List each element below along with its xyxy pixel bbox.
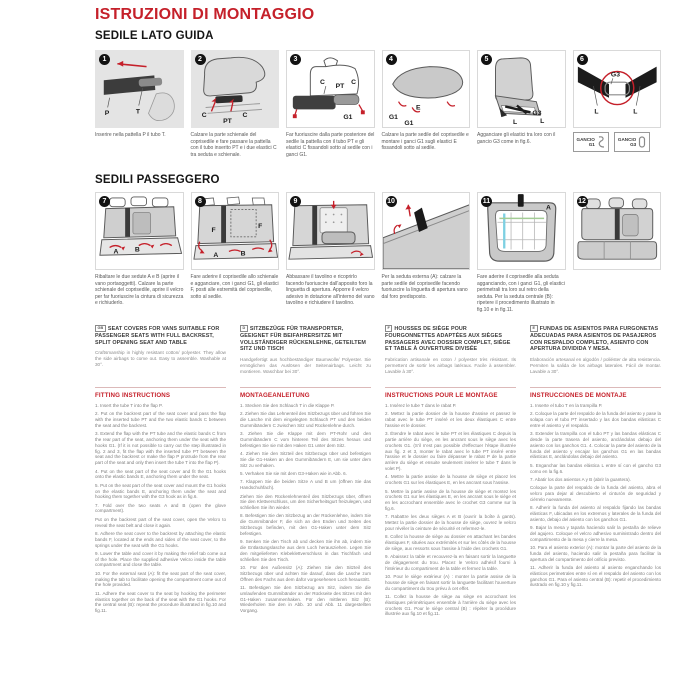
step-1-caption: Inserire nella pattella P il tubo T. <box>95 132 166 138</box>
svg-text:L: L <box>540 118 545 126</box>
lang-en-body: Craftsmanship in highly resistant cotton/ polyester. They allow the side airbags to come out. Easy to assemble. Washable at 30°. <box>95 350 226 368</box>
step-2-caption: Calzare la parte schienale del coprisedile e fare passare la pattella con il tubo inserito PT e i due elastici C tra seduta e schienale. <box>190 132 277 158</box>
lang-block-es <box>530 325 661 375</box>
svg-text:L: L <box>632 108 637 116</box>
step-5-figure <box>477 50 566 128</box>
instructions-en-title: FITTING INSTRUCTIONS <box>95 391 171 399</box>
step-1-figure <box>95 50 184 128</box>
hook-g3-icon <box>638 136 646 148</box>
lang-de-flag-icon: D <box>240 325 248 332</box>
page-title: ISTRUZIONI DI MONTAGGIO <box>95 6 315 23</box>
instruction-paragraph: 9. Abaissez la table et recouvrez-la en faisant sortir la languette de dégagement du trou. Placez le Velcro adhésif fourni à l'intérieur du compartiment de la table et fermez la table. <box>385 554 516 571</box>
instruction-paragraph: 11. Befestigen Sie den Sitzbezug am Sitz, indem Sie die umlaufenden Gummibänder an der Rückseite des Sitzes mit den G1-Haken zusammenhaken. Für den mittleren Sitz (B): Wiederholen Sie den in Abb. 10 und Abb. 11 dargestellten Vorgang. <box>240 584 371 614</box>
lang-block-fr <box>385 325 516 375</box>
instruction-paragraph: 4. Put on the seat part of the seat cover and fit the G1 hooks onto the elastic bands E, anchoring them under the seat. <box>95 468 226 480</box>
instructions-en-list <box>95 403 226 614</box>
instruction-paragraph: 7. Fold over the two seats A and B (open the glove compartment). <box>95 502 226 514</box>
instructions-fr-list <box>385 403 516 617</box>
step-10-badge: 10 <box>387 198 395 205</box>
svg-text:F: F <box>257 223 262 231</box>
lang-fr-body: Fabrication artisanale en coton / polyester très résistant. Ils permettent de sortir les airbags latéraux. Facile à assembler. Lavable à 30°. <box>385 357 516 375</box>
step-4-figure <box>382 50 471 128</box>
instruction-paragraph: 7. Rabattre les deux sièges A et B (ouvrir la boîte à gants). Mettez la partie dossier de la housse de siège, ouvrez le velcro pour révéler la ceinture de sécurité et refermez-le. <box>385 514 516 531</box>
step-11-caption: Fare aderire il coprisedile alla seduta agganciando, con i ganci G1, gli elastici perimetrali tra loro sul retro della seduta. Per la seduta centrale (B): ripetere il procedimento illustrato in fig.10 e in fig.11. <box>477 274 565 313</box>
instruction-paragraph: 2. Put on the backrest part of the seat cover and pass the flap with the inserted tube PT and the two elastic bands C between the seat and the backrest. <box>95 411 226 428</box>
svg-text:PT: PT <box>335 83 345 91</box>
svg-text:C: C <box>320 79 325 87</box>
lang-de-heading: D SITZBEZÜGE FÜR TRANSPORTER, GEEIGNET FÜR BEIFAHRERSITZE MIT VOLLSTÄNDIGER RÜCKENLEHNE, GETEILTEM SITZ UND TISCH <box>240 326 366 353</box>
instruction-paragraph: 3. Extend the flap with the PT tube and the elastic bands C from the rear part of the seat, anchoring them under the seat with the hooks G1. (If it is not possible to carry out the step illustrated in fig. 2 and 3, fit the flap with the inserted tube PT between the seat and the backrest or make the flap P protrude from the rear part of the seat and only then insert the tube T into the flap P). <box>95 431 226 466</box>
hook-legend <box>573 132 662 158</box>
instruction-paragraph: 11. Collez la housse de siège au siège en accrochant les élastiques périmétriques ensemble à l'arrière du siège avec les crochets G1. Pour le siège central (B) : répéter la procédure illustrée aux fig.10 et fig.11. <box>385 594 516 617</box>
instruction-paragraph: Put on the backrest part of the seat cover, open the Velcro to reveal the seat belt and close it again. <box>95 516 226 528</box>
step-7-figure <box>95 192 184 270</box>
instruction-paragraph: 5. Put on the seat part of the seat cover and mount the G1 hooks on the elastic bands E, anchoring them under the seat and hooking them together with the G3 hook as in fig.6. <box>95 482 226 500</box>
svg-text:L: L <box>512 118 518 126</box>
lang-en-heading: GB SEAT COVERS FOR VANS SUITABLE FOR PASSENGER SEATS WITH FULL BACKREST, SPLIT OPENING SEAT AND TABLE <box>95 326 220 346</box>
step-2-figure <box>191 50 280 128</box>
svg-text:PT: PT <box>222 118 232 126</box>
instruction-paragraph: 9. Senken Sie den Tisch ab und decken Sie ihn ab, indem Sie die Entlastungslasche aus dem Loch herausziehen. Legen Sie den mitgelieferten Klebeklettverschluss in das Tischfach und schließen Sie den Tisch. <box>240 539 371 562</box>
hook-box-g3: GANCIO G3 <box>614 132 650 152</box>
hook-g1-icon <box>597 136 605 148</box>
instruction-paragraph: 11. Adhere the seat cover to the seat by hooking the perimeter elastics together on the back of the seat with the G1 hooks. For the central seat (B): repeat the procedure illustrated in fig.10 and fig.11. <box>95 590 226 614</box>
step-3-figure <box>286 50 375 128</box>
instruction-paragraph: 1. Inserte el tubo T en la trampilla P. <box>530 402 603 408</box>
svg-text:C: C <box>201 112 207 120</box>
instructions-column-es <box>530 387 661 620</box>
instructions-column-fr <box>385 387 516 620</box>
step-8-figure <box>191 192 280 270</box>
instruction-paragraph: 5. Verhaken Sie sie mit dem G3-Haken wie in Abb. 6. <box>240 471 347 477</box>
step-11-badge: 11 <box>482 198 491 205</box>
svg-text:A: A <box>212 252 218 260</box>
instruction-paragraph: 10. Pour le siège extérieur (A) : monter la partie assise de la housse de siège en faisant sortir la languette facilitant l'ouverture du compartiment du trou prévu à cet effet. <box>385 574 516 591</box>
svg-text:B: B <box>240 250 246 258</box>
hook-box-g1: GANCIO G1 <box>573 132 609 152</box>
instruction-paragraph: 8. Collez la housse de siège au dossier en attachant les bandes élastiques F, situées aux extrémités et sur les côtés de la housse de siège, aux ressorts sous l'assise à l'aide des crochets G1. <box>385 534 516 551</box>
instruction-paragraph: 8. Adhere the seat cover to the backrest by attaching the elastic bands F, located at the ends and sides of the seat cover, to the springs under the seat with the G1 hooks. <box>95 530 226 548</box>
step-3-badge: 3 <box>290 54 301 65</box>
instructions-column-en <box>95 387 226 620</box>
instruction-paragraph: 10. Para el asiento exterior (A): montar la parte del asiento de la funda del asiento, haciendo salir la pestaña para facilitar la apertura del compartimento del orificio previsto. <box>530 545 661 562</box>
instruction-paragraph: 8. Adherir la funda del asiento al respaldo fijando las bandas elásticas F, ubicadas en los extremos y laterales de la funda del asiento, debajo del asiento con los ganchos G1. <box>530 505 661 522</box>
instruction-paragraph: 2. Coloque la parte del respaldo de la funda del asiento y pase la solapa con el tubo PT insertado y las dos bandas elásticas C entre el asiento y el respaldo. <box>530 411 661 428</box>
instruction-paragraph: 7. Abatir los dos asientos A y B (abrir la guantera). <box>530 476 631 482</box>
svg-text:L: L <box>593 108 599 116</box>
instruction-paragraph: 4. Mettre la partie assise de la housse de siège et placez les crochets G1 sur les élastiques E, en les ancrant sous l'assise. <box>385 474 516 486</box>
lang-fr-heading: F HOUSSES DE SIÈGE POUR FOURGONNETTES ADAPTÉES AUX SIÈGES PASSAGERS AVEC DOSSIER COMPLET, SIÈGE ET TABLE À OUVERTURE DIVISÉE <box>385 326 511 353</box>
svg-text:A: A <box>113 248 119 256</box>
step-5-badge: 5 <box>481 54 492 65</box>
lang-es-flag-icon: E <box>530 325 538 332</box>
steps-row-1 <box>95 50 661 128</box>
captions-row-2 <box>95 274 661 313</box>
captions-row-1 <box>95 132 661 158</box>
svg-text:G3: G3 <box>610 71 620 79</box>
svg-text:G1: G1 <box>403 119 413 127</box>
svg-text:B: B <box>134 246 140 254</box>
lang-en-flag-icon: GB <box>95 325 106 332</box>
section-title-passenger-seats: SEDILI PASSEGGERO <box>95 174 220 186</box>
steps-row-2 <box>95 192 661 270</box>
instructions-column-de <box>240 387 371 620</box>
step-12-badge: 12 <box>578 198 586 205</box>
svg-text:G3: G3 <box>532 110 542 118</box>
step-12-caption <box>573 274 662 313</box>
step-6-figure <box>573 50 662 128</box>
svg-text:C: C <box>351 79 357 87</box>
instruction-paragraph: 11. Adherir la funda del asiento al asiento enganchando los elásticos perimetrales entre sí en el respaldo del asiento con los ganchos G1. Para el asiento central (B): repetir el procedimiento ilustrado en fig.10 y fig.11. <box>530 564 661 588</box>
language-summary-band <box>95 325 661 375</box>
step-6-badge: 6 <box>577 54 588 65</box>
svg-text:A: A <box>546 204 551 212</box>
instruction-paragraph: 5. Mettre la partie assise de la housse de siège et montez les crochets G1 sur les élastiques E, en les ancrant sous le siège et en les accrochant ensemble avec le crochet G3 comme sur la fig.6. <box>385 488 516 511</box>
lang-es-heading: E FUNDAS DE ASIENTOS PARA FURGONETAS ADECUADAS PARA ASIENTOS DE PASAJEROS CON RESPALDO COMPLETO, ASIENTO CON APERTURA DIVIDIDA Y MESA. <box>530 326 659 353</box>
step-4-badge: 4 <box>386 54 397 65</box>
instruction-paragraph: 1. Insérez le tube T dans le rabat P. <box>385 402 457 408</box>
step-8-badge: 8 <box>195 196 206 207</box>
lang-fr-flag-icon: F <box>385 325 392 332</box>
step-11-figure <box>477 192 566 270</box>
instructions-de-title: MONTAGEANLEITUNG <box>240 391 310 399</box>
step-2-badge: 2 <box>195 54 206 65</box>
svg-text:P: P <box>104 110 110 118</box>
svg-text:T: T <box>135 108 141 116</box>
detailed-instructions <box>95 387 661 620</box>
lang-es-body: Elaboración artesanal en algodón / poliéster de alta resistencia. Permiten la salida de los airbags laterales. Fácil de montar. Lavable a 30°. <box>530 357 661 375</box>
instruction-paragraph: 7. Klappen Sie die beiden Sitze A und B um (öffnen Sie das Handschuhfach). <box>240 479 371 491</box>
instruction-paragraph: 2. Ziehen Sie das Lehnenteil des Sitzbezugs über und führen Sie die Lasche mit dem eingelegten Schlauch PT und den beiden Gummibändern C zwischen Sitz und Rückenlehne durch. <box>240 411 371 428</box>
svg-text:G1: G1 <box>388 114 398 122</box>
step-4-caption: Calzare la parte sedile del coprisedile e montare i ganci G1 sugli elastici E fissandoli sotto al sedile. <box>381 132 469 151</box>
instruction-paragraph: 5. Enganchar las bandas elástica L entre sí con el gancho G3 como en la fig.6. <box>530 462 661 474</box>
step-1-badge: 1 <box>99 54 110 65</box>
step-9-caption: Abbassare il tavolino e ricoprirlo facendo fuoriuscire dall'apposito foro la linguetta di apertura. Apporre il velcro adesivo in dotazione all'interno del vano tavolino e richiudere il tavolino. <box>286 274 375 306</box>
instructions-es-title: INSTRUCCIONES DE MONTAJE <box>530 391 627 399</box>
step-9-badge: 9 <box>290 196 301 207</box>
step-10-figure <box>382 192 471 270</box>
lang-block-en <box>95 325 226 375</box>
instruction-paragraph: 10. For the external seat (A): fit the seat part of the seat cover, making the tab to facilitate opening the compartment come out of the hole provided. <box>95 570 226 588</box>
instruction-paragraph: 8. Befestigen Sie den Sitzbezug an der Rückenlehne, indem Sie die Gummibänder F, die sich an den Enden und Seiten des Sitzbezugs befinden, mit den G1-Haken unter dem Sitz befestigen. <box>240 513 371 536</box>
step-12-figure <box>573 192 662 270</box>
step-7-badge: 7 <box>99 196 110 207</box>
lang-block-de <box>240 325 371 375</box>
svg-text:C: C <box>242 112 247 120</box>
instruction-paragraph: 3. Extender la trampilla con el tubo PT y las bandas elásticas C desde la parte trasera del asiento, anclándolas debajo del asiento con los ganchos G1. 4. Colocar la parte del asiento de la funda del asiento y encajar los ganchos G1 en las bandas elásticas E, anclándolas debajo del asiento. <box>530 431 661 460</box>
step-9-figure <box>286 192 375 270</box>
svg-text:F: F <box>210 226 216 234</box>
instruction-paragraph: 9. Bajar la mesa y taparla haciendo salir la pestaña de relieve del agujero. Coloque el velcro adhesivo suministrado dentro del compartimento de la mesa y cierre la mesa. <box>530 525 661 542</box>
instruction-paragraph: Ziehen Sie den Rückenlehnenteil des Sitzbezugs über, öffnen Sie den Klettverschluss, um den Sicherheitsgurt freizulegen, und schließen Sie ihn wieder. <box>240 493 371 511</box>
lang-de-body: Handgefertigt aus hochbeständiger Baumwolle/ Polyester. Sie ermöglichen das Auslösen der Seitenairbags. Leicht zu montieren. Waschbar bei 30°. <box>240 357 371 375</box>
instruction-paragraph: 4. Ziehen Sie den Sitzteil des Sitzbezugs über und befestigen Sie die G1-Haken an den Gummibändern E, um sie unter dem Sitz zu verhaken. <box>240 451 371 468</box>
section-title-driver-seat: SEDILE LATO GUIDA <box>95 30 214 42</box>
instructions-fr-title: INSTRUCTIONS POUR LE MONTAGE <box>385 391 498 399</box>
step-10-caption: Per la seduta esterna (A): calzare la parte sedile del coprisedile facendo fuoriuscire la linguetta di apertura vano dal foro predisposto. <box>381 274 468 300</box>
instruction-paragraph: Coloque la parte del respaldo de la funda del asiento, abra el velcro para dejar al descubierto el cinturón de seguridad y ciérrelo nuevamente. <box>530 485 661 502</box>
instruction-paragraph: 3. Étendre le rabat avec le tube PT et les élastiques C depuis la partie arrière du siège, en les ancrant sous le siège avec les crochets G1. (S'il n'est pas possible d'effectuer l'étape illustrée aux fig. 2 et 3, monter le rabat avec le tube PT inséré entre l'assise et le dossier ou faire dépasser le rabat P de la partie arrière du siège et ensuite seulement insérer le tube T dans le volet P). <box>385 431 516 472</box>
instruction-paragraph: 10. Für den Außensitz (A): Ziehen Sie den Sitzteil des Sitzbezugs über und achten Sie darauf, dass die Lasche zum Öffnen des Fachs aus dem dafür vorgesehenen Loch heraustritt. <box>240 564 371 582</box>
svg-text:G1: G1 <box>343 114 353 122</box>
step-5-caption: Agganciare gli elastici tra loro con il gancio G3 come in fig.6. <box>477 132 556 145</box>
svg-text:E: E <box>415 104 421 112</box>
step-3-caption: Far fuoriuscire dalla parte posteriore del sedile la pattella con il tubo PT e gli elastici C fissandoli sotto al sedile con i ganci G1. <box>286 132 375 158</box>
instruction-paragraph: 9. Lower the table and cover it by making the relief tab come out of the hole. Place the supplied adhesive Velcro inside the table compartment and close the table. <box>95 550 226 568</box>
instruction-paragraph: 3. Ziehen Sie die Klappe mit dem PT-Rohr und den Gummibändern C vom hinteren Teil des Sitzes heraus und befestigen Sie sie mit den Haken G1 unter dem Sitz. <box>240 431 371 448</box>
step-7-caption: Ribaltare le due sedute A e B (aprire il vano portaoggetti). Calzare la parte schienale del coprisedile, aprire il velcro per far fuoriuscire la cintura di sicurezza e richiuderlo. <box>95 274 184 306</box>
instructions-de-list <box>240 403 371 614</box>
step-8-caption: Fare aderire il coprisedile allo schienale e agganciare, con i ganci G1, gli elastici F, posti alle estremità del coprisedile, sotto al sedile. <box>190 274 279 300</box>
instruction-paragraph: 2. Mettez la partie dossier de la housse d'assise et passez le rabat avec le tube PT inséré et les deux élastiques C entre l'assise et le dossier. <box>385 411 516 428</box>
instruction-paragraph: 1. Stecken Sie den Schlauch T in die Klappe P. <box>240 402 335 408</box>
instructions-es-list <box>530 403 661 588</box>
instruction-paragraph: 1. Insert the tube T into the flap P. <box>95 402 163 408</box>
